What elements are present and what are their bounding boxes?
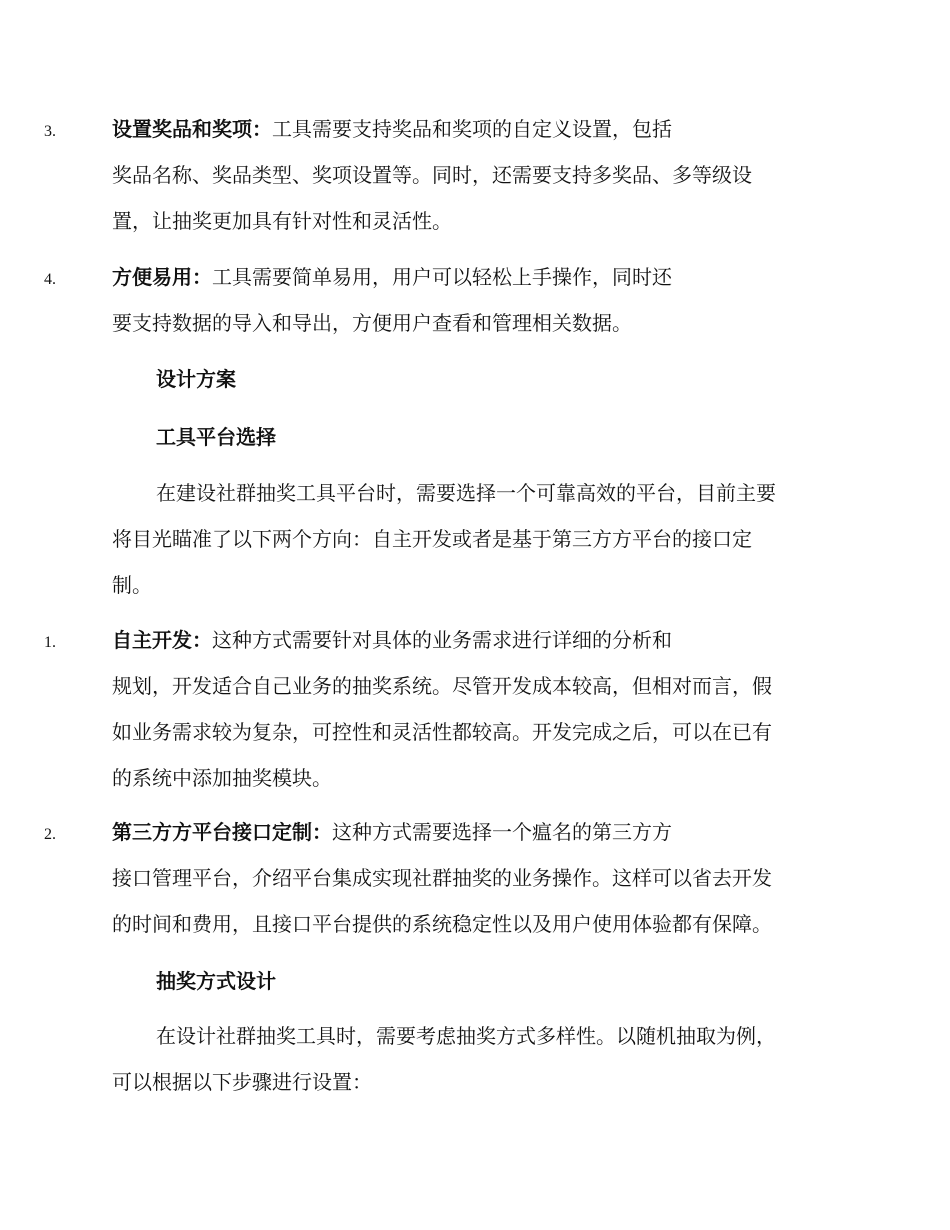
heading-design-plan: 设计方案 [156, 367, 236, 391]
paragraph-lottery-intro [112, 1013, 842, 1105]
list-item-title: 自主开发： [112, 628, 212, 652]
paragraph-platform-intro [112, 470, 842, 608]
paragraph-line: 制。 [112, 573, 152, 597]
paragraph-line: 规划，开发适合自己业务的抽奖系统。尽管开发成本较高，但相对而言，假 [112, 674, 772, 698]
paragraph-line: 在建设社群抽奖工具平台时，需要选择一个可靠高效的平台，目前主要 [156, 481, 776, 505]
list-number: 2. [44, 826, 56, 843]
paragraph-line: 要支持数据的导入和导出，方便用户查看和管理相关数据。 [112, 311, 632, 335]
list-item-2 [44, 809, 842, 947]
list-number: 1. [44, 634, 56, 651]
paragraph-line: 的时间和费用，且接口平台提供的系统稳定性以及用户使用体验都有保障。 [112, 912, 772, 936]
list-item-3 [44, 106, 842, 244]
list-item-1 [44, 617, 842, 801]
paragraph-line: 工具需要支持奖品和奖项的自定义设置，包括 [272, 117, 672, 141]
paragraph-line: 置，让抽奖更加具有针对性和灵活性。 [112, 209, 452, 233]
paragraph-line: 这种方式需要针对具体的业务需求进行详细的分析和 [212, 628, 672, 652]
paragraph-line: 这种方式需要选择一个瘟名的第三方方 [332, 820, 672, 844]
list-number: 3. [44, 123, 56, 140]
heading-lottery-method: 抽奖方式设计 [156, 969, 276, 993]
paragraph-line: 在设计社群抽奖工具时，需要考虑抽奖方式多样性。以随机抽取为例， [156, 1024, 776, 1048]
list-item-title: 方便易用： [112, 265, 212, 289]
paragraph-line: 工具需要简单易用，用户可以轻松上手操作，同时还 [212, 265, 672, 289]
list-item-4 [44, 254, 842, 346]
paragraph-line: 奖品名称、奖品类型、奖项设置等。同时，还需要支持多奖品、多等级设 [112, 163, 752, 187]
list-item-title: 第三方方平台接口定制： [112, 820, 332, 844]
paragraph-line: 的系统中添加抽奖模块。 [112, 766, 332, 790]
paragraph-line: 接口管理平台，介绍平台集成实现社群抽奖的业务操作。这样可以省去开发 [112, 866, 772, 890]
paragraph-line: 如业务需求较为复杂，可控性和灵活性都较高。开发完成之后，可以在已有 [112, 720, 772, 744]
paragraph-line: 可以根据以下步骤进行设置： [112, 1070, 372, 1094]
heading-platform-choice: 工具平台选择 [156, 425, 276, 449]
list-number: 4. [44, 271, 56, 288]
paragraph-line: 将目光瞄准了以下两个方向：自主开发或者是基于第三方方平台的接口定 [112, 527, 752, 551]
list-item-title: 设置奖品和奖项： [112, 117, 272, 141]
